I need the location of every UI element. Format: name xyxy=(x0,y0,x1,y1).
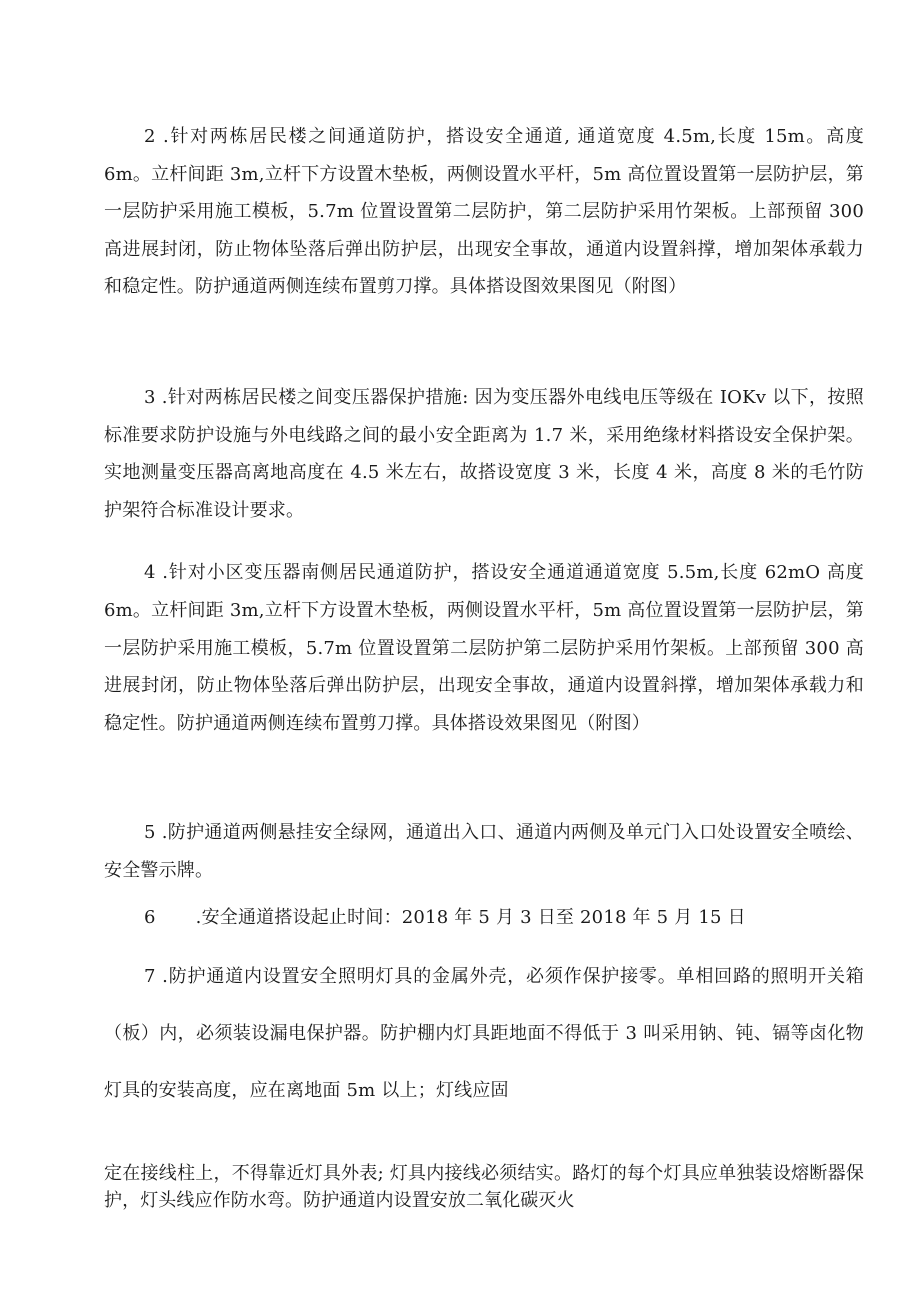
paragraph-item-6 xyxy=(104,899,864,937)
paragraph-item-2: 2 .针对两栋居民楼之间通道防护，搭设安全通道, 通道宽度 4.5m,长度 15m。高度 6m。立杆间距 3m,立杆下方设置木垫板，两侧设置水平杆，5m 高位置设置第一层防护层，第一层防护采用施工模板，5.7m 位置设置第二层防护，第二层防护采用竹架板。上部预留 300 高进展封闭，防止物体坠落后弹出防护层，出现安全事故，通道内设置斜撑，增加架体承载力和稳定性。防护通道两侧连续布置剪刀撑。具体搭设图效果图见（附图） xyxy=(104,126,864,297)
item-6-text: .安全通道搭设起止时间：2018 年 5 月 3 日至 2018 年 5 月 15 日 xyxy=(195,907,746,928)
paragraph-item-4: 4 .针对小区变压器南侧居民通道防护，搭设安全通道通道宽度 5.5m,长度 62mO 高度 6m。立杆间距 3m,立杆下方设置木垫板，两侧设置水平杆，5m 高位置设置第一层防护层，第一层防护采用施工模板，5.7m 位置设置第二层防护第二层防护采用竹架板。上部预留 300 高进展封闭，防止物体坠落后弹出防护层，出现安全事故，通道内设置斜撑，增加架体承载力和稳定性。防护通道两侧连续布置剪刀撑。具体搭设效果图见（附图） xyxy=(104,562,864,735)
paragraph-item-7: 7 .防护通道内设置安全照明灯具的金属外壳，必须作保护接零。单相回路的照明开关箱（板）内，必须装设漏电保护器。防护棚内灯具距地面不得低于 3 叫采用钠、钝、镉等卤化物灯具的安装高度，应在离地面 5m 以上；灯线应固 xyxy=(104,966,864,1101)
item-6-number: 6 xyxy=(144,907,156,928)
paragraph-item-5: 5 .防护通道两侧悬挂安全绿网，通道出入口、通道内两侧及单元门入口处设置安全喷绘、安全警示牌。 xyxy=(104,822,864,881)
paragraph-item-3: 3 .针对两栋居民楼之间变压器保护措施: 因为变压器外电线电压等级在 IOKv 以下，按照标准要求防护设施与外电线路之间的最小安全距离为 1.7 米，采用绝缘材料搭设安全保护架。实地测量变压器高离地高度在 4.5 米左右，故搭设宽度 3 米，长度 4 米，高度 8 米的毛竹防护架符合标准设计要求。 xyxy=(104,387,864,521)
paragraph-continuation: 定在接线柱上，不得靠近灯具外表; 灯具内接线必须结实。路灯的每个灯具应单独装设熔断器保护，灯头线应作防水弯。防护通道内设置安放二氧化碳灭火 xyxy=(104,1163,864,1211)
